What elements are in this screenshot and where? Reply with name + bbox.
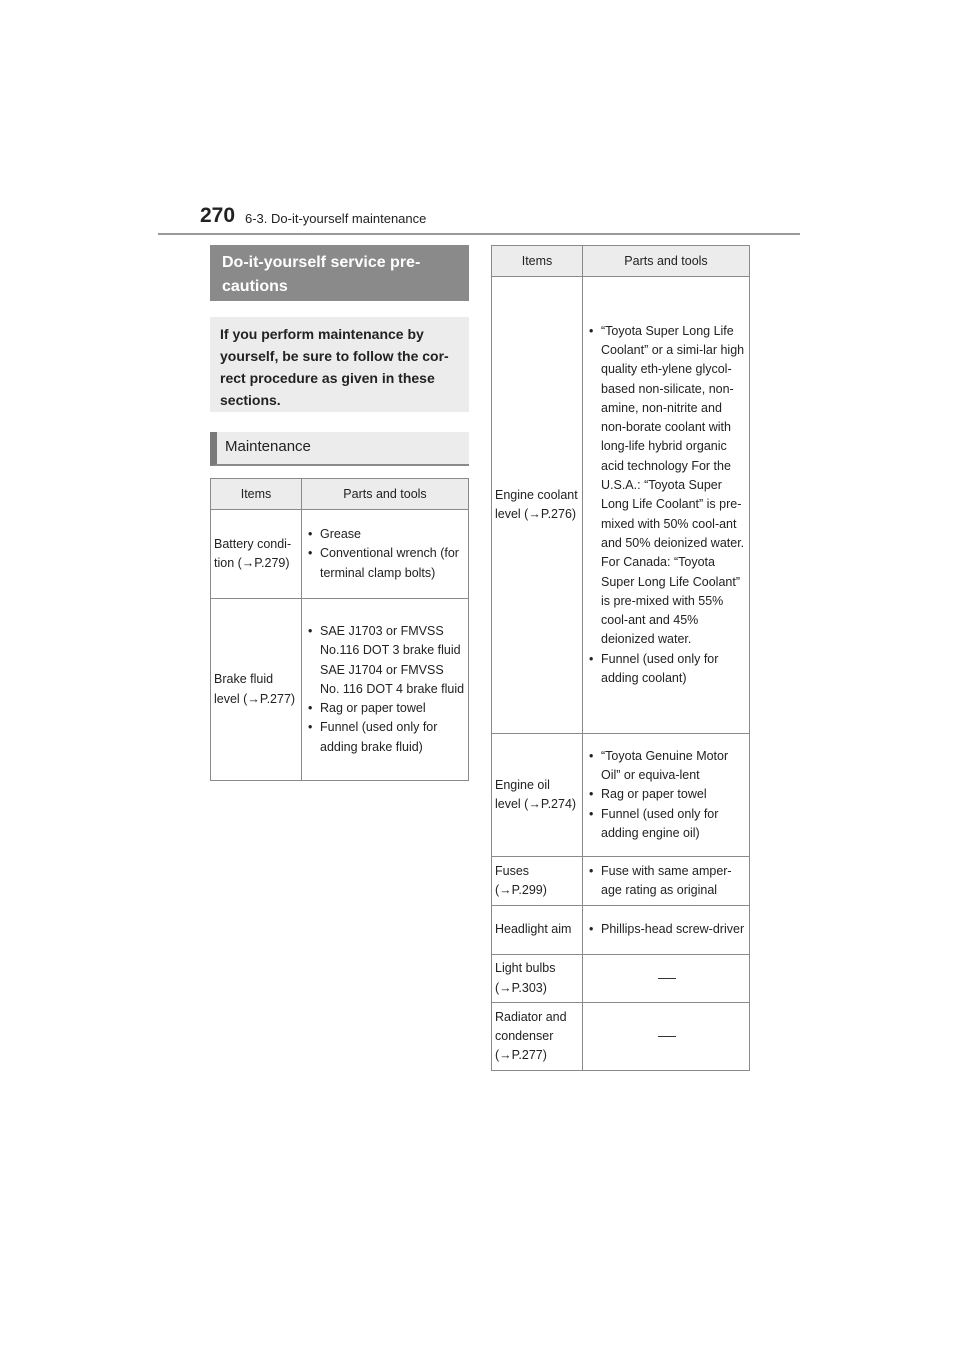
item-cell: Engine coolant level (→P.276) bbox=[492, 277, 583, 734]
list-item: • “Toyota Super Long Life Coolant” or a simi-lar high quality eth-ylene glycol-based non-silicate, non-amine, non-nitrite and non-borate coolant with long-life hybrid organic acid technology For the U.S.A.: “Toyota Super Long Life Coolant” is pre-mixed with 50% cool-ant and 50% deionized water. For Canada: “Toyota Super Long Life Coolant” is pre-mixed with 55% cool-ant and 45% deionized water. bbox=[587, 322, 746, 650]
tools-cell bbox=[583, 734, 750, 857]
table-row bbox=[492, 1003, 750, 1071]
tools-list bbox=[587, 920, 746, 939]
intro-box: If you perform maintenance by yourself, be sure to follow the cor-rect procedure as given in these sections. bbox=[210, 317, 469, 412]
list-item: • Conventional wrench (for terminal clamp bolts) bbox=[306, 544, 465, 583]
tools-cell bbox=[583, 906, 750, 955]
list-item: • Phillips-head screw-driver bbox=[587, 920, 746, 939]
maintenance-table-right bbox=[491, 245, 750, 1071]
tools-cell-empty bbox=[583, 1003, 750, 1071]
table-row bbox=[492, 906, 750, 955]
table-row bbox=[211, 510, 469, 599]
list-item: • Fuse with same amper-age rating as original bbox=[587, 862, 746, 901]
tools-cell bbox=[302, 599, 469, 781]
table-row bbox=[492, 857, 750, 906]
tools-list bbox=[587, 862, 746, 901]
tools-cell bbox=[583, 277, 750, 734]
list-item: • Rag or paper towel bbox=[306, 699, 465, 718]
list-item: • Rag or paper towel bbox=[587, 785, 746, 804]
list-item: • Funnel (used only for adding brake fluid) bbox=[306, 718, 465, 757]
section-title: 6-3. Do-it-yourself maintenance bbox=[245, 211, 427, 226]
item-cell: Brake fluid level (→P.277) bbox=[211, 599, 302, 781]
item-cell: Light bulbs (→P.303) bbox=[492, 955, 583, 1003]
page-header bbox=[200, 204, 800, 234]
dash-mark bbox=[658, 1036, 676, 1037]
tools-list bbox=[587, 322, 746, 689]
maintenance-table-left bbox=[210, 478, 469, 781]
item-cell: Engine oil level (→P.274) bbox=[492, 734, 583, 857]
table-row bbox=[492, 277, 750, 734]
list-item: • Funnel (used only for adding engine oil) bbox=[587, 805, 746, 844]
page-number: 270 bbox=[200, 204, 236, 227]
right-column bbox=[491, 245, 750, 1071]
dash-mark bbox=[658, 978, 676, 979]
left-column bbox=[210, 245, 469, 781]
table-row bbox=[492, 955, 750, 1003]
items-header: Items bbox=[492, 246, 583, 277]
maintenance-subheading: Maintenance bbox=[210, 432, 469, 466]
table-header-row bbox=[492, 246, 750, 277]
list-item: • Funnel (used only for adding coolant) bbox=[587, 650, 746, 689]
tools-cell-empty bbox=[583, 955, 750, 1003]
item-cell: Battery condi-tion (→P.279) bbox=[211, 510, 302, 599]
tools-list bbox=[587, 747, 746, 843]
table-header-row bbox=[211, 479, 469, 510]
section-banner: Do-it-yourself service pre-cautions bbox=[210, 245, 469, 301]
tools-list bbox=[306, 622, 465, 757]
list-item: • Grease bbox=[306, 525, 465, 544]
tools-cell bbox=[302, 510, 469, 599]
items-header: Items bbox=[211, 479, 302, 510]
list-item: • SAE J1703 or FMVSS No.116 DOT 3 brake fluid SAE J1704 or FMVSS No. 116 DOT 4 brake fluid bbox=[306, 622, 465, 699]
item-cell: Radiator and condenser (→P.277) bbox=[492, 1003, 583, 1071]
header-rule bbox=[158, 233, 800, 235]
item-cell: Headlight aim bbox=[492, 906, 583, 955]
tools-header: Parts and tools bbox=[302, 479, 469, 510]
tools-list bbox=[306, 525, 465, 583]
list-item: • “Toyota Genuine Motor Oil” or equiva-lent bbox=[587, 747, 746, 786]
item-cell: Fuses (→P.299) bbox=[492, 857, 583, 906]
tools-cell bbox=[583, 857, 750, 906]
table-row bbox=[492, 734, 750, 857]
table-row bbox=[211, 599, 469, 781]
tools-header: Parts and tools bbox=[583, 246, 750, 277]
